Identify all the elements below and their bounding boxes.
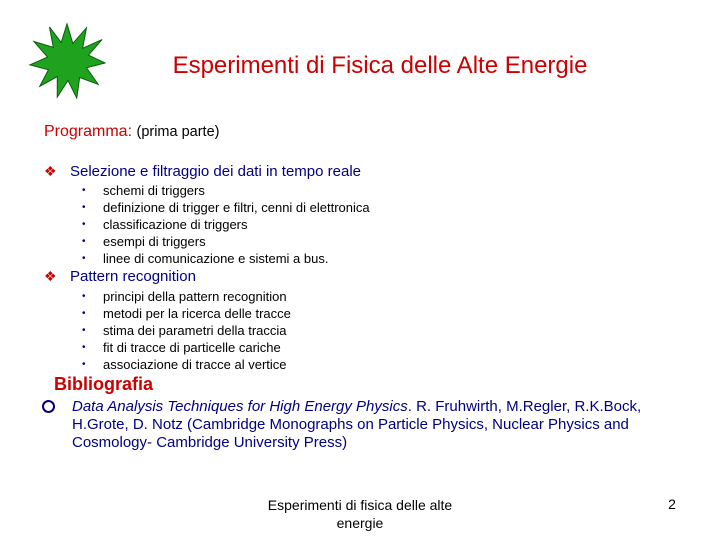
program-heading: [44, 123, 219, 141]
section-heading-2: [44, 268, 196, 285]
footer-text: [250, 496, 470, 532]
bibliography-entry: [72, 398, 692, 452]
section-heading-text: Pattern recognition: [70, 268, 196, 285]
footer-line: energie: [336, 515, 384, 531]
section-items-2: [82, 288, 291, 373]
list-item: • principi della pattern recognition: [82, 288, 291, 305]
program-label: Programma:: [44, 123, 133, 140]
book-title: Data Analysis Techniques for High Energy Physics: [72, 398, 408, 415]
list-item: • classificazione di triggers: [82, 216, 370, 233]
book-details: . R. Fruhwirth, M.Regler, R.K.Bock, H.Grote, D. Notz (Cambridge Monographs on Particle Physics, Nuclear Physics and Cosmology- Cambridge University Press): [72, 398, 642, 451]
clover-bullet-icon: ❖: [44, 268, 57, 284]
list-item: • schemi di triggers: [82, 182, 370, 199]
program-sublabel: (prima parte): [136, 124, 220, 140]
slide-title: Esperimenti di Fisica delle Alte Energie: [172, 52, 588, 79]
list-item: • linee di comunicazione e sistemi a bus.: [82, 250, 370, 267]
circle-bullet-icon: [42, 400, 55, 413]
list-item: • fit di tracce di particelle cariche: [82, 339, 291, 356]
section-items-1: [82, 182, 370, 267]
list-item: • stima dei parametri della traccia: [82, 322, 291, 339]
list-item: • esempi di triggers: [82, 233, 370, 250]
list-item: • definizione di trigger e filtri, cenni di elettronica: [82, 199, 370, 216]
list-item: • metodi per la ricerca delle tracce: [82, 305, 291, 322]
footer-line: Esperimenti di fisica delle alte: [267, 497, 453, 513]
list-item: • associazione di tracce al vertice: [82, 356, 291, 373]
section-heading-1: [44, 163, 361, 180]
page-number: 2: [668, 496, 676, 512]
section-heading-text: Selezione e filtraggio dei dati in tempo reale: [70, 163, 362, 180]
clover-bullet-icon: ❖: [44, 163, 57, 179]
bibliography-heading: Bibliografia: [54, 374, 154, 394]
